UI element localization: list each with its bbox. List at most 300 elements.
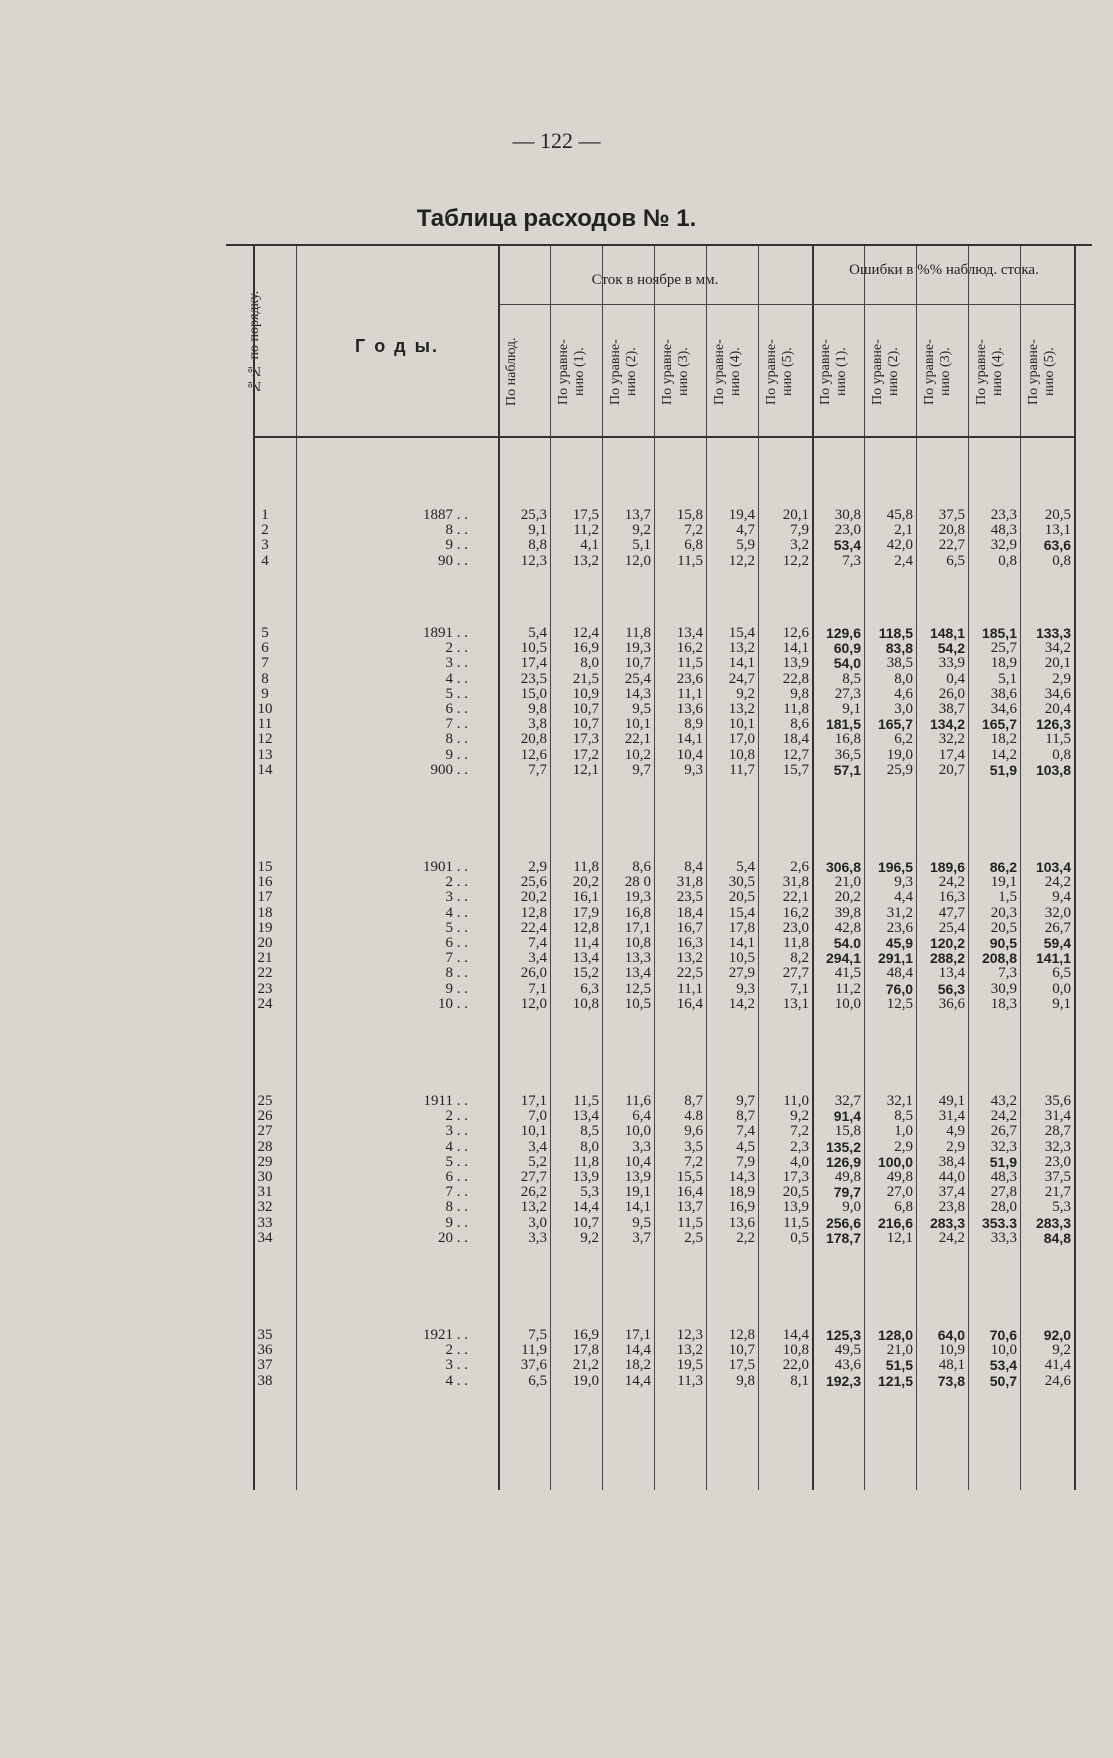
flow-cell: 17,0	[728, 731, 755, 748]
flow-cell: 7,9	[736, 1153, 755, 1170]
flow-cell: 13,6	[728, 1214, 755, 1231]
flow-cell: 8,2	[790, 950, 809, 967]
row-number: 15	[257, 859, 273, 875]
subheader-error-3: По уравне- нию (3).	[922, 339, 953, 405]
flow-cell: 9,3	[684, 761, 703, 778]
flow-cell: 9,3	[736, 980, 755, 997]
error-cell: 43,2	[990, 1093, 1017, 1109]
flow-cell: 27,7	[782, 965, 809, 982]
flow-cell: 10,1	[728, 716, 755, 733]
error-cell: 20,1	[1044, 655, 1071, 672]
error-cell: 7,3	[998, 965, 1017, 982]
error-cell: 12,5	[886, 995, 913, 1012]
flow-cell: 22,5	[676, 965, 703, 982]
error-cell: 2,9	[946, 1138, 965, 1155]
flow-cell: 10,5	[520, 640, 547, 657]
flow-cell: 14,2	[728, 995, 755, 1012]
error-cell: 8,5	[894, 1108, 913, 1125]
error-cell: 181,5	[825, 716, 861, 733]
flow-cell: 11,2	[573, 522, 599, 539]
error-cell: 48,1	[938, 1357, 965, 1374]
error-cell: 291,1	[877, 950, 913, 967]
flow-cell: 16,9	[728, 1199, 755, 1216]
flow-cell: 15,2	[572, 965, 599, 982]
error-cell: 24,2	[1044, 874, 1071, 891]
error-cell: 23,3	[990, 507, 1017, 523]
flow-cell: 27,9	[728, 965, 755, 982]
flow-cell: 15,5	[676, 1169, 703, 1185]
flow-cell: 2,2	[736, 1229, 755, 1246]
flow-cell: 13,9	[624, 1169, 651, 1185]
error-cell: 50,7	[989, 1372, 1017, 1389]
error-cell: 14,2	[990, 746, 1017, 763]
error-cell: 48,3	[990, 1169, 1017, 1185]
error-cell: 148,1	[929, 625, 965, 641]
flow-cell: 11,5	[677, 1214, 703, 1231]
error-cell: 32,0	[1044, 904, 1071, 921]
error-cell: 1,5	[998, 889, 1017, 906]
error-cell: 20,8	[938, 522, 965, 539]
error-cell: 54.0	[833, 935, 861, 951]
flow-cell: 8,6	[790, 716, 809, 733]
error-cell: 0,8	[1052, 746, 1071, 763]
flow-cell: 7,2	[684, 1153, 703, 1170]
error-cell: 5,1	[998, 670, 1017, 687]
error-cell: 100,0	[877, 1153, 913, 1170]
row-year: 90 . .	[438, 552, 468, 569]
error-cell: 51,5	[885, 1357, 913, 1374]
flow-cell: 16,9	[572, 1327, 599, 1343]
flow-cell: 16,8	[624, 904, 651, 921]
subheader-flow-6: По уравне- нию (5).	[764, 339, 795, 405]
flow-cell: 9,7	[632, 761, 651, 778]
flow-cell: 8,5	[580, 1123, 599, 1140]
error-cell: 216,6	[877, 1214, 913, 1231]
row-year: 1887 . .	[423, 507, 468, 523]
flow-cell: 14,1	[624, 1199, 651, 1216]
error-cell: 6,5	[1052, 965, 1071, 982]
row-year: 5 . .	[445, 1153, 468, 1170]
row-year: 1901 . .	[423, 859, 468, 875]
error-cell: 118,5	[878, 625, 913, 641]
flow-cell: 7,9	[790, 522, 809, 539]
error-cell: 306,8	[825, 859, 861, 875]
flow-cell: 3,3	[528, 1229, 547, 1246]
error-cell: 91,4	[833, 1108, 861, 1125]
error-cell: 7,3	[842, 552, 861, 569]
flow-cell: 5,2	[528, 1153, 547, 1170]
error-cell: 83,8	[885, 640, 913, 657]
flow-cell: 4,1	[580, 537, 599, 554]
error-cell: 60,9	[833, 640, 861, 657]
error-cell: 4,6	[894, 685, 913, 702]
flow-cell: 18,4	[782, 731, 809, 748]
row-year: 2 . .	[445, 1108, 468, 1125]
subheader-flow-5: По уравне- нию (4).	[712, 339, 743, 405]
flow-cell: 7,7	[528, 761, 547, 778]
row-number: 30	[257, 1169, 273, 1185]
flow-cell: 16,4	[676, 1184, 703, 1201]
error-cell: 23,8	[938, 1199, 965, 1216]
flow-cell: 12,5	[624, 980, 651, 997]
error-cell: 41,5	[834, 965, 861, 982]
error-cell: 25,7	[990, 640, 1017, 657]
flow-cell: 12,0	[520, 995, 547, 1012]
row-year: 2 . .	[445, 1342, 468, 1359]
flow-cell: 7,1	[790, 980, 809, 997]
error-cell: 283,3	[1035, 1214, 1071, 1231]
error-cell: 4,9	[946, 1123, 965, 1140]
flow-cell: 14,1	[728, 935, 755, 951]
flow-cell: 20,2	[572, 874, 599, 891]
row-year: 3 . .	[445, 889, 468, 906]
error-cell: 125,3	[825, 1327, 861, 1343]
flow-cell: 4.8	[684, 1108, 703, 1125]
flow-cell: 11,8	[783, 935, 809, 951]
row-number: 26	[257, 1108, 273, 1125]
error-cell: 20,2	[834, 889, 861, 906]
error-cell: 128,0	[877, 1327, 913, 1343]
flow-cell: 11,5	[573, 1093, 599, 1109]
flow-cell: 5,3	[580, 1184, 599, 1201]
error-cell: 54,2	[937, 640, 965, 657]
flow-cell: 17,9	[572, 904, 599, 921]
flow-cell: 10,7	[572, 716, 599, 733]
flow-cell: 12,0	[624, 552, 651, 569]
flow-cell: 10,9	[572, 685, 599, 702]
flow-cell: 22,0	[782, 1357, 809, 1374]
flow-cell: 9,2	[632, 522, 651, 539]
row-year: 7 . .	[445, 1184, 468, 1201]
flow-cell: 13,4	[572, 950, 599, 967]
subheader-error-4: По уравне- нию (4).	[974, 339, 1005, 405]
error-cell: 32,2	[938, 731, 965, 748]
flow-cell: 5,4	[736, 859, 755, 875]
flow-cell: 22,8	[782, 670, 809, 687]
row-year: 6 . .	[445, 1169, 468, 1185]
error-cell: 134,2	[929, 716, 965, 733]
error-cell: 20,5	[1044, 507, 1071, 523]
error-cell: 13,1	[1044, 522, 1071, 539]
flow-cell: 11,5	[677, 552, 703, 569]
error-cell: 44,0	[938, 1169, 965, 1185]
flow-cell: 13,2	[520, 1199, 547, 1216]
row-year: 8 . .	[445, 965, 468, 982]
error-cell: 121,5	[877, 1372, 913, 1389]
error-cell: 39,8	[834, 904, 861, 921]
flow-cell: 12,3	[520, 552, 547, 569]
row-number: 36	[257, 1342, 273, 1359]
flow-cell: 14,4	[572, 1199, 599, 1216]
error-cell: 10,0	[990, 1342, 1017, 1359]
flow-cell: 17,4	[520, 655, 547, 672]
error-cell: 59,4	[1043, 935, 1071, 951]
flow-cell: 22,1	[624, 731, 651, 748]
flow-cell: 8,0	[580, 1138, 599, 1155]
flow-cell: 9,1	[528, 522, 547, 539]
flow-cell: 10,8	[572, 995, 599, 1012]
error-cell: 9,1	[842, 701, 861, 717]
header-group-rule	[812, 304, 1074, 305]
error-cell: 17,4	[938, 746, 965, 763]
error-cell: 38,6	[990, 685, 1017, 702]
flow-cell: 2,3	[790, 1138, 809, 1155]
flow-cell: 12,8	[572, 919, 599, 936]
error-cell: 86,2	[989, 859, 1017, 875]
error-cell: 1,0	[894, 1123, 913, 1140]
flow-cell: 11,6	[625, 1093, 651, 1109]
error-cell: 103,4	[1035, 859, 1071, 875]
flow-cell: 20,1	[782, 507, 809, 523]
row-number: 8	[261, 670, 269, 687]
error-cell: 6,2	[894, 731, 913, 748]
flow-cell: 7,0	[528, 1108, 547, 1125]
flow-cell: 11,8	[625, 625, 651, 641]
flow-cell: 17,3	[572, 731, 599, 748]
error-cell: 13,4	[938, 965, 965, 982]
flow-cell: 10,2	[624, 746, 651, 763]
flow-cell: 12,1	[572, 761, 599, 778]
error-cell: 34,2	[1044, 640, 1071, 657]
flow-cell: 13,2	[676, 1342, 703, 1359]
flow-cell: 23,6	[676, 670, 703, 687]
error-cell: 21,0	[886, 1342, 913, 1359]
row-year: 7 . .	[445, 716, 468, 733]
error-cell: 32,3	[990, 1138, 1017, 1155]
flow-cell: 18,2	[624, 1357, 651, 1374]
row-number: 20	[257, 935, 273, 951]
row-number: 16	[257, 874, 273, 891]
error-cell: 20,3	[990, 904, 1017, 921]
error-cell: 49,1	[938, 1093, 965, 1109]
error-cell: 43,6	[834, 1357, 861, 1374]
error-cell: 165,7	[877, 716, 913, 733]
flow-cell: 11,5	[783, 1214, 809, 1231]
flow-cell: 5,9	[736, 537, 755, 554]
flow-cell: 19,1	[624, 1184, 651, 1201]
error-cell: 33,3	[990, 1229, 1017, 1246]
error-cell: 126,3	[1035, 716, 1071, 733]
error-cell: 25,4	[938, 919, 965, 936]
row-number: 14	[257, 761, 273, 778]
error-cell: 32,9	[990, 537, 1017, 554]
subheader-flow-4: По уравне- нию (3).	[660, 339, 691, 405]
row-year: 4 . .	[445, 1372, 468, 1389]
flow-cell: 16,2	[676, 640, 703, 657]
error-cell: 0,8	[1052, 552, 1071, 569]
flow-cell: 16,7	[676, 919, 703, 936]
error-cell: 20,4	[1044, 701, 1071, 717]
flow-cell: 25,6	[520, 874, 547, 891]
flow-cell: 18,4	[676, 904, 703, 921]
flow-cell: 2,9	[528, 859, 547, 875]
flow-cell: 10,8	[624, 935, 651, 951]
row-year: 1911 . .	[423, 1093, 468, 1109]
row-number: 7	[261, 655, 269, 672]
flow-cell: 11,7	[729, 761, 755, 778]
row-year: 4 . .	[445, 1138, 468, 1155]
error-cell: 32,3	[1044, 1138, 1071, 1155]
error-cell: 27,8	[990, 1184, 1017, 1201]
row-number: 13	[257, 746, 273, 763]
row-year: 5 . .	[445, 685, 468, 702]
error-cell: 51,9	[989, 1153, 1017, 1170]
flow-cell: 20,5	[782, 1184, 809, 1201]
error-cell: 30,9	[990, 980, 1017, 997]
flow-cell: 8,8	[528, 537, 547, 554]
row-year: 4 . .	[445, 904, 468, 921]
error-cell: 16,8	[834, 731, 861, 748]
error-cell: 23,0	[1044, 1153, 1071, 1170]
flow-cell: 9,5	[632, 701, 651, 717]
flow-cell: 10,5	[624, 995, 651, 1012]
row-number: 35	[257, 1327, 273, 1343]
flow-cell: 30,5	[728, 874, 755, 891]
row-number: 24	[257, 995, 273, 1012]
flow-cell: 16,2	[782, 904, 809, 921]
error-cell: 256,6	[825, 1214, 861, 1231]
error-cell: 10,0	[834, 995, 861, 1012]
flow-cell: 16,1	[572, 889, 599, 906]
flow-cell: 4,5	[736, 1138, 755, 1155]
flow-cell: 8,7	[736, 1108, 755, 1125]
flow-cell: 14,1	[782, 640, 809, 657]
error-cell: 189,6	[929, 859, 965, 875]
row-year: 2 . .	[445, 640, 468, 657]
error-cell: 10,9	[938, 1342, 965, 1359]
flow-cell: 11,8	[573, 859, 599, 875]
error-cell: 26,7	[990, 1123, 1017, 1140]
flow-cell: 13,3	[624, 950, 651, 967]
row-year: 2 . .	[445, 874, 468, 891]
error-cell: 9,1	[1052, 995, 1071, 1012]
flow-cell: 10,7	[572, 701, 599, 717]
flow-cell: 19,5	[676, 1357, 703, 1374]
flow-cell: 12,8	[728, 1327, 755, 1343]
error-cell: 185,1	[981, 625, 1017, 641]
row-number: 27	[257, 1123, 273, 1140]
error-cell: 196,5	[877, 859, 913, 875]
error-cell: 70,6	[989, 1327, 1017, 1343]
flow-cell: 3,2	[790, 537, 809, 554]
flow-cell: 17,1	[624, 1327, 651, 1343]
flow-cell: 10,1	[520, 1123, 547, 1140]
error-cell: 21,7	[1044, 1184, 1071, 1201]
row-number: 29	[257, 1153, 273, 1170]
row-number: 32	[257, 1199, 273, 1216]
error-cell: 27,3	[834, 685, 861, 702]
error-cell: 133,3	[1035, 625, 1071, 641]
flow-cell: 3,4	[528, 1138, 547, 1155]
flow-cell: 12,8	[520, 904, 547, 921]
flow-cell: 3,5	[684, 1138, 703, 1155]
error-cell: 48,4	[886, 965, 913, 982]
flow-cell: 15,7	[782, 761, 809, 778]
error-cell: 36,5	[834, 746, 861, 763]
flow-cell: 4,0	[790, 1153, 809, 1170]
error-cell: 135,2	[825, 1138, 861, 1155]
error-cell: 42,0	[886, 537, 913, 554]
flow-cell: 13,7	[676, 1199, 703, 1216]
flow-cell: 5,1	[632, 537, 651, 554]
error-cell: 54,0	[833, 655, 861, 672]
flow-cell: 9,2	[580, 1229, 599, 1246]
flow-cell: 22,4	[520, 919, 547, 936]
flow-cell: 9,7	[736, 1093, 755, 1109]
flow-cell: 4,7	[736, 522, 755, 539]
error-cell: 23,6	[886, 919, 913, 936]
error-cell: 6,8	[894, 1199, 913, 1216]
error-cell: 49,8	[834, 1169, 861, 1185]
flow-cell: 12,6	[520, 746, 547, 763]
flow-cell: 2,6	[790, 859, 809, 875]
flow-cell: 31,8	[676, 874, 703, 891]
error-cell: 288,2	[929, 950, 965, 967]
error-cell: 31,4	[1044, 1108, 1071, 1125]
flow-cell: 26,0	[520, 965, 547, 982]
row-number: 34	[257, 1229, 273, 1246]
flow-cell: 15,8	[676, 507, 703, 523]
flow-cell: 17,2	[572, 746, 599, 763]
flow-cell: 22,1	[782, 889, 809, 906]
error-cell: 42,8	[834, 919, 861, 936]
error-cell: 76,0	[885, 980, 913, 997]
col-divider	[296, 246, 297, 1490]
flow-cell: 14,1	[728, 655, 755, 672]
subheader-error-2: По уравне- нию (2).	[870, 339, 901, 405]
error-cell: 26,7	[1044, 919, 1071, 936]
flow-cell: 12,2	[782, 552, 809, 569]
error-cell: 21,0	[834, 874, 861, 891]
row-year: 6 . .	[445, 701, 468, 717]
flow-cell: 5,4	[528, 625, 547, 641]
header-group-flow: Сток в ноябре в мм.	[591, 272, 719, 288]
flow-cell: 15,0	[520, 685, 547, 702]
flow-cell: 13,2	[676, 950, 703, 967]
error-cell: 18,9	[990, 655, 1017, 672]
flow-cell: 8,1	[790, 1372, 809, 1389]
header-bottom-rule	[253, 436, 1074, 438]
flow-cell: 7,4	[528, 935, 547, 951]
flow-cell: 8,9	[684, 716, 703, 733]
flow-cell: 7,5	[528, 1327, 547, 1343]
error-cell: 192,3	[825, 1372, 861, 1389]
row-number: 4	[261, 552, 269, 569]
col-divider	[1074, 246, 1076, 1490]
error-cell: 38,4	[938, 1153, 965, 1170]
error-cell: 5,3	[1052, 1199, 1071, 1216]
flow-cell: 10,4	[624, 1153, 651, 1170]
row-number: 25	[257, 1093, 273, 1109]
row-year: 9 . .	[445, 537, 468, 554]
flow-cell: 23,5	[520, 670, 547, 687]
error-cell: 2,1	[894, 522, 913, 539]
error-cell: 20,5	[990, 919, 1017, 936]
flow-cell: 19,4	[728, 507, 755, 523]
flow-cell: 11,9	[521, 1342, 547, 1359]
flow-cell: 14,3	[728, 1169, 755, 1185]
row-number: 17	[257, 889, 273, 906]
error-cell: 26,0	[938, 685, 965, 702]
error-cell: 25,9	[886, 761, 913, 778]
flow-cell: 14,3	[624, 685, 651, 702]
error-cell: 2,4	[894, 552, 913, 569]
error-cell: 6,5	[946, 552, 965, 569]
flow-cell: 10,8	[782, 1342, 809, 1359]
flow-cell: 13,4	[676, 625, 703, 641]
row-number: 10	[257, 701, 273, 717]
flow-cell: 13,1	[782, 995, 809, 1012]
